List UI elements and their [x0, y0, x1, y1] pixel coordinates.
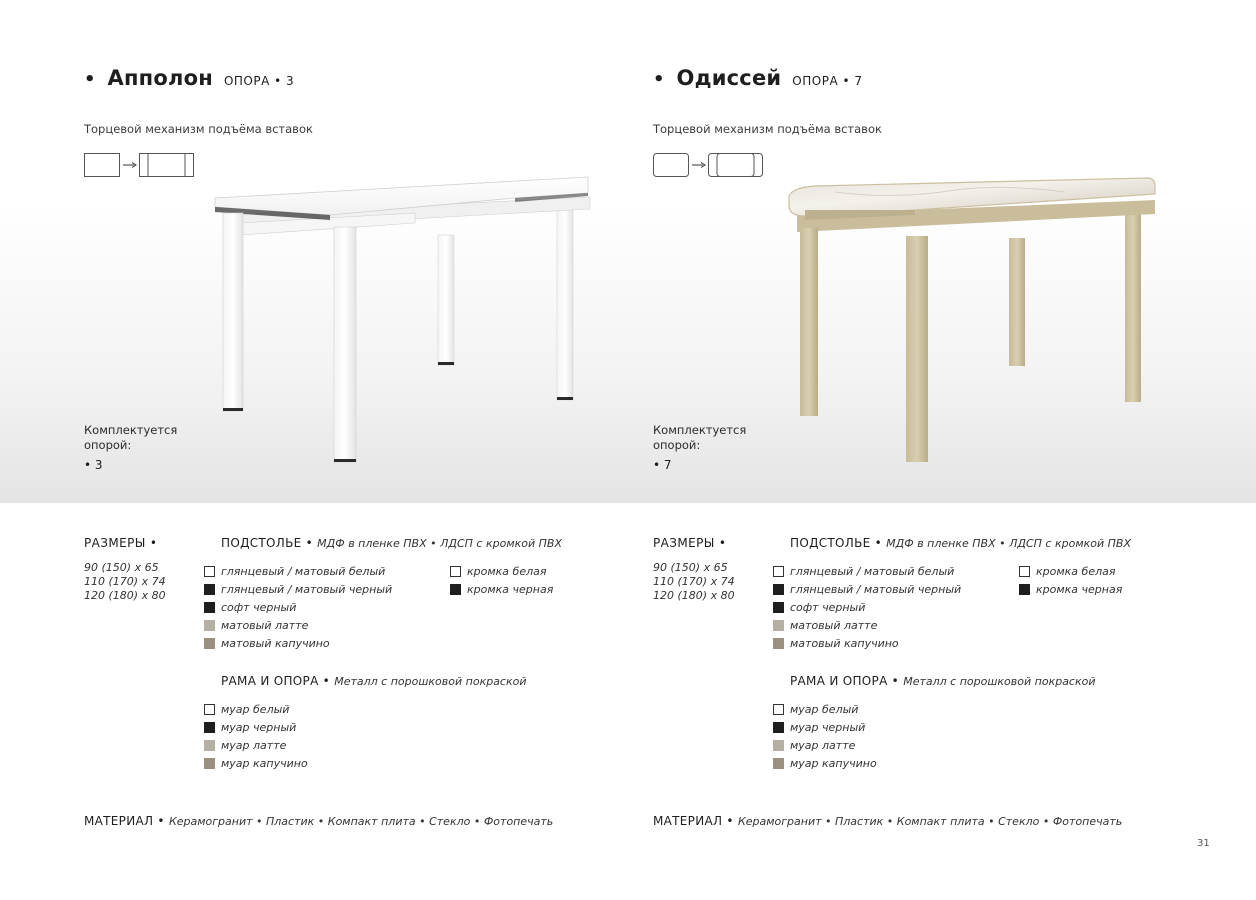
- size-item: 120 (180) x 80: [84, 589, 166, 602]
- mechanism-description: Торцевой механизм подъёма вставок: [84, 122, 313, 136]
- podstolye-title: ПОДСТОЛЬЕ •: [790, 536, 883, 550]
- podstolye-description: МДФ в пленке ПВХ • ЛДСП с кромкой ПВХ: [886, 537, 1131, 550]
- color-option: [773, 562, 961, 580]
- swatch-latte: [204, 620, 215, 631]
- swatch-capuccino: [204, 638, 215, 649]
- swatch-black: [204, 602, 215, 613]
- material-title: МАТЕРИАЛ •: [653, 814, 734, 828]
- frame-description: Металл с порошковой покраской: [903, 675, 1096, 688]
- page-number: 31: [1197, 838, 1210, 849]
- color-label: муар капучино: [221, 757, 308, 771]
- color-label: муар латте: [221, 738, 287, 752]
- frame-color-list: [204, 700, 308, 773]
- swatch-black: [773, 602, 784, 613]
- extension-diagram-icon: [84, 153, 204, 177]
- swatch-black: [450, 584, 461, 595]
- color-option: [450, 580, 553, 598]
- kompl-line-1: Комплектуется: [84, 423, 178, 437]
- color-label: кромка черная: [467, 582, 554, 596]
- kompl-value: • 7: [653, 458, 672, 472]
- swatch-black: [204, 722, 215, 733]
- frame-title: РАМА И ОПОРА •: [221, 674, 331, 688]
- color-label: глянцевый / матовый белый: [221, 564, 386, 578]
- podstolye-title: ПОДСТОЛЬЕ •: [221, 536, 314, 550]
- color-label: матовый капучино: [221, 637, 330, 651]
- color-option: [773, 617, 961, 635]
- color-option: [204, 755, 308, 773]
- kompl-text: [84, 423, 177, 453]
- frame-heading: [790, 674, 1096, 688]
- product-title-row: [653, 66, 863, 90]
- color-label: матовый капучино: [790, 637, 899, 651]
- color-label: кромка белая: [1036, 564, 1116, 578]
- sizes-list: [84, 561, 166, 603]
- kompl-line-2: опорой:: [653, 438, 701, 452]
- kompl-line-1: Комплектуется: [653, 423, 747, 437]
- podstolye-color-list: [773, 562, 961, 653]
- size-item: 110 (170) x 74: [84, 575, 166, 588]
- frame-heading: [221, 674, 527, 688]
- swatch-white: [773, 704, 784, 715]
- swatch-white: [450, 566, 461, 577]
- swatch-black: [1019, 584, 1030, 595]
- title-bullet: •: [84, 69, 96, 90]
- title-bullet: •: [653, 69, 665, 90]
- color-option: [450, 562, 553, 580]
- color-option: [1019, 562, 1122, 580]
- material-description: Керамогранит • Пластик • Компакт плита • Стекло • Фотопечать: [168, 815, 554, 828]
- swatch-capuccino: [773, 638, 784, 649]
- color-label: софт черный: [790, 600, 866, 614]
- edge-color-list: [1019, 562, 1122, 598]
- color-label: глянцевый / матовый черный: [221, 582, 393, 596]
- frame-color-list: [773, 700, 877, 773]
- swatch-black: [204, 584, 215, 595]
- color-option: [204, 580, 392, 598]
- color-label: муар латте: [790, 738, 856, 752]
- kompl-value: • 3: [84, 458, 103, 472]
- material-title: МАТЕРИАЛ •: [84, 814, 165, 828]
- color-label: муар белый: [221, 702, 290, 716]
- podstolye-heading: [221, 536, 562, 550]
- color-option: [204, 598, 392, 616]
- color-option: [204, 635, 392, 653]
- color-label: матовый латте: [790, 619, 878, 633]
- sizes-heading: РАЗМЕРЫ •: [84, 536, 158, 550]
- color-label: софт черный: [221, 600, 297, 614]
- color-label: матовый латте: [221, 619, 309, 633]
- size-item: 120 (180) x 80: [653, 589, 735, 602]
- color-option: [773, 718, 877, 736]
- kompl-line-2: опорой:: [84, 438, 132, 452]
- color-label: глянцевый / матовый черный: [790, 582, 962, 596]
- product-column-odissey: [653, 0, 1213, 900]
- product-column-apollon: [84, 0, 644, 900]
- material-description: Керамогранит • Пластик • Компакт плита • Стекло • Фотопечать: [737, 815, 1123, 828]
- swatch-black: [773, 722, 784, 733]
- color-option: [204, 700, 308, 718]
- color-option: [204, 617, 392, 635]
- swatch-white: [204, 566, 215, 577]
- color-option: [204, 718, 308, 736]
- product-title-row: [84, 66, 294, 90]
- material-line: [653, 814, 1122, 828]
- podstolye-color-list: [204, 562, 392, 653]
- extension-diagram-icon: [653, 153, 773, 177]
- podstolye-description: МДФ в пленке ПВХ • ЛДСП с кромкой ПВХ: [317, 537, 562, 550]
- swatch-capuccino: [204, 758, 215, 769]
- material-line: [84, 814, 553, 828]
- sizes-list: [653, 561, 735, 603]
- frame-title: РАМА И ОПОРА •: [790, 674, 900, 688]
- color-label: муар черный: [221, 720, 297, 734]
- swatch-latte: [773, 740, 784, 751]
- swatch-latte: [204, 740, 215, 751]
- swatch-white: [1019, 566, 1030, 577]
- frame-description: Металл с порошковой покраской: [334, 675, 527, 688]
- size-item: 110 (170) x 74: [653, 575, 735, 588]
- color-option: [773, 580, 961, 598]
- color-label: муар капучино: [790, 757, 877, 771]
- size-item: 90 (150) x 65: [84, 561, 159, 574]
- color-option: [204, 562, 392, 580]
- kompl-text: [653, 423, 746, 453]
- color-option: [773, 598, 961, 616]
- color-label: муар черный: [790, 720, 866, 734]
- mechanism-description: Торцевой механизм подъёма вставок: [653, 122, 882, 136]
- color-option: [773, 635, 961, 653]
- podstolye-heading: [790, 536, 1131, 550]
- color-option: [773, 736, 877, 754]
- product-name: Одиссей: [676, 66, 782, 90]
- swatch-latte: [773, 620, 784, 631]
- color-label: кромка черная: [1036, 582, 1123, 596]
- product-name: Апполон: [107, 66, 213, 90]
- color-option: [773, 755, 877, 773]
- color-label: муар белый: [790, 702, 859, 716]
- opora-label: ОПОРА • 7: [792, 74, 863, 88]
- color-option: [1019, 580, 1122, 598]
- color-label: кромка белая: [467, 564, 547, 578]
- edge-color-list: [450, 562, 553, 598]
- size-item: 90 (150) x 65: [653, 561, 728, 574]
- swatch-white: [204, 704, 215, 715]
- swatch-white: [773, 566, 784, 577]
- opora-label: ОПОРА • 3: [223, 74, 295, 88]
- color-label: глянцевый / матовый белый: [790, 564, 955, 578]
- swatch-capuccino: [773, 758, 784, 769]
- swatch-black: [773, 584, 784, 595]
- color-option: [773, 700, 877, 718]
- sizes-heading: РАЗМЕРЫ •: [653, 536, 727, 550]
- color-option: [204, 736, 308, 754]
